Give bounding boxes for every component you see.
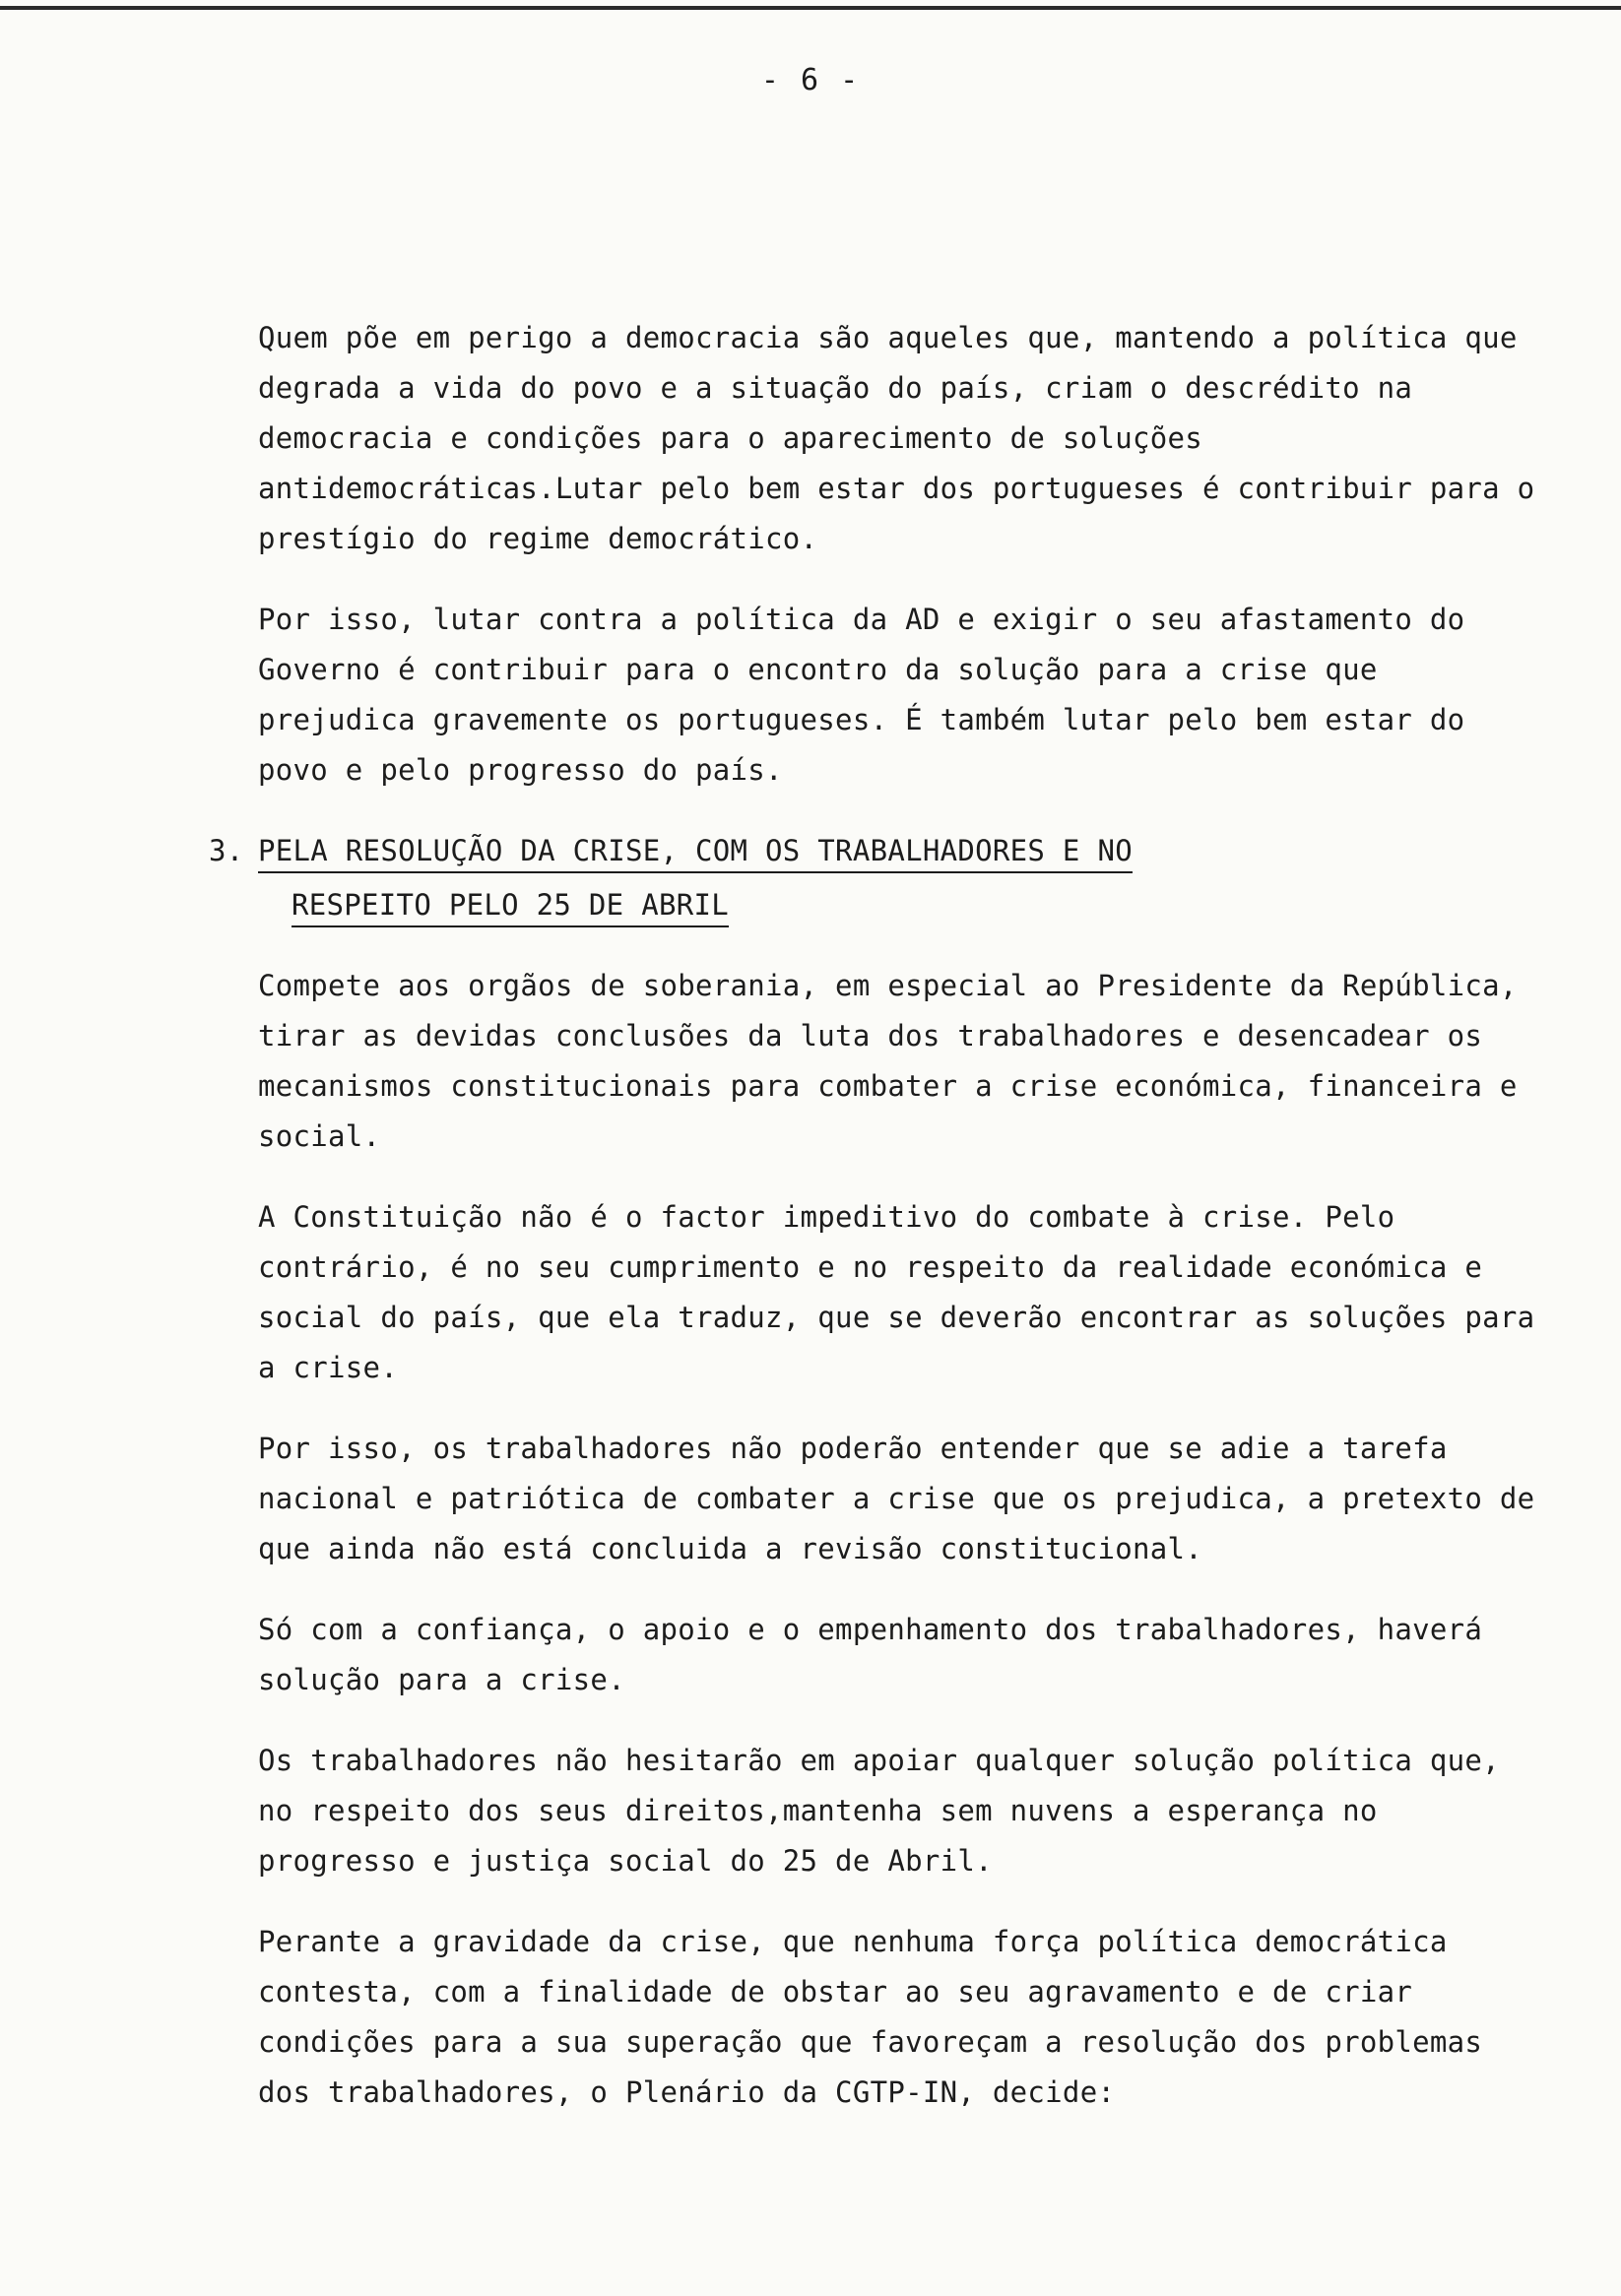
paragraph-confidence: Só com a confiança, o apoio e o empenhamento dos trabalhadores, haverá solução para a crise. [258, 1613, 1483, 1696]
section-number: 3. [209, 834, 244, 867]
document-body [209, 313, 1538, 2148]
paragraph-constitution: A Constituição não é o factor impeditivo do combate à crise. Pelo contrário, é no seu cumprimento e no respeito da realidade económica e social do país, que ela traduz, que se deverão encontrar as soluções para a crise. [258, 1200, 1535, 1384]
paragraph-ad-government: Por isso, lutar contra a política da AD e exigir o seu afastamento do Governo é contribuir para o encontro da solução para a crise que prejudica gravemente os portugueses. É também lutar pelo bem estar do povo e pelo progresso do país. [258, 603, 1465, 787]
section-title-line-2: RESPEITO PELO 25 DE ABRIL [292, 884, 729, 927]
page-number: - 6 - [760, 63, 861, 97]
paragraph-national-task: Por isso, os trabalhadores não poderão entender que se adie a tarefa nacional e patriótica de combater a crise que os prejudica, a pretexto de que ainda não está concluida a revisão constitucional. [258, 1432, 1535, 1565]
section-title-line-1: PELA RESOLUÇÃO DA CRISE, COM OS TRABALHADORES E NO [258, 830, 1133, 873]
paragraph-sovereignty-organs: Compete aos orgãos de soberania, em especial ao Presidente da República, tirar as devidas conclusões da luta dos trabalhadores e desencadear os mecanismos constitucionais para combater a crise económica, financeira e social. [258, 969, 1518, 1153]
section-heading [209, 826, 1538, 930]
top-rule [0, 6, 1621, 10]
paragraph-democracy: Quem põe em perigo a democracia são aqueles que, mantendo a política que degrada a vida do povo e a situação do país, criam o descrédito na democracia e condições para o aparecimento de soluções antidemocráticas.Lutar pelo bem estar dos portugueses é contribuir para o prestígio do regime democrático. [258, 321, 1535, 555]
paragraph-political-solution: Os trabalhadores não hesitarão em apoiar qualquer solução política que, no respeito dos seus direitos,mantenha sem nuvens a esperança no progresso e justiça social do 25 de Abril. [258, 1744, 1500, 1878]
paragraph-plenary-decides: Perante a gravidade da crise, que nenhuma força política democrática contesta, com a finalidade de obstar ao seu agravamento e de criar condições para a sua superação que favoreçam a resolução dos problemas dos trabalhadores, o Plenário da CGTP-IN, decide: [258, 1925, 1483, 2109]
